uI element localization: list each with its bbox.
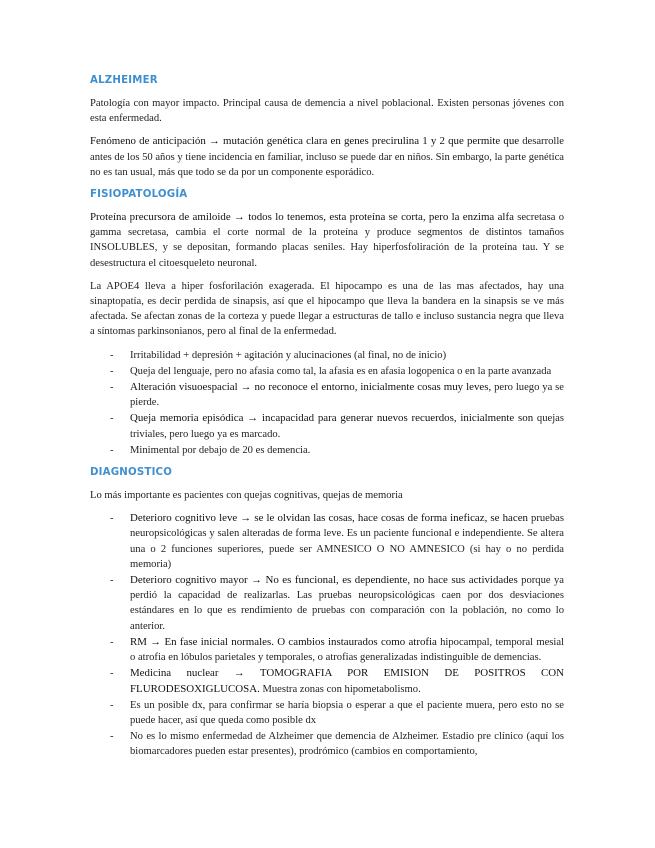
list-item <box>90 443 564 458</box>
list-item <box>90 511 564 572</box>
list-item <box>90 573 564 634</box>
list-item-text: Minimental por debajo de 20 es demencia. <box>130 444 311 456</box>
heading-fisiopatologia: FISIOPATOLOGÍA <box>90 189 188 201</box>
paragraph-text: secretasa o gamma secretasa, cambia el corte normal de la proteína y produce segmentos de distintos tamaños INSOLUBLES, y se depositan, formando placas seniles. Hay hiperfosfoliración de la proteína tau. Y se desestructura el citoesqueleto neuronal. <box>90 212 564 269</box>
list-item-text: Es un posible dx, para confirmar se haría biopsia o esperar a que el paciente muera, pero esto no se puede hacer, así que queda como posible dx <box>130 699 564 726</box>
list-item-lead: Queja memoria episódica → incapacidad para generar nuevos recuerdos, inicialmente son <box>130 412 534 425</box>
paragraph-text: La APOE4 lleva a hiper fosforilación exagerada. El hipocampo es una de las mas afectados, hay una sinaptopatía, es decir perdida de sinapsis, así que el hipocampo que lleva la bandera en la sinapsis se ve más afectada. Se afectan zonas de la corteza y puede llegar a estructuras de tallo e incluso sustancia negra que lleva a síntomas parkinsonianos, pero al final de la enfermedad. <box>90 280 564 338</box>
list-item-text: Muestra zonas con hipometabolismo. <box>259 683 421 695</box>
list-item <box>90 380 564 410</box>
list-item-text: Irritabilidad + depresión + agitación y alucinaciones (al final, no de inicio) <box>130 349 447 361</box>
list-diagnostico <box>90 511 564 759</box>
paragraph-diagnostico-intro <box>90 488 564 503</box>
list-item-text: porque ya perdió la capacidad de realizarlas. Las pruebas neuropsicológicas caen por dos desviaciones estándares en lo que es rendimiento de pruebas con comparación con la población, no como lo anterior. <box>130 575 564 632</box>
list-item-lead: Alteración visuoespacial → no reconoce el entorno, inicialmente cosas muy leves, <box>130 381 492 394</box>
list-item <box>90 698 564 728</box>
list-item <box>90 411 564 441</box>
list-item-lead: Deterioro cognitivo mayor → No es funcional, es dependiente, no hace sus actividades <box>130 574 518 587</box>
paragraph-anticipacion <box>90 134 564 180</box>
list-item <box>90 364 564 379</box>
list-fisiopatologia <box>90 348 564 458</box>
paragraph-alzheimer-intro <box>90 96 564 126</box>
paragraph-lead: Fenómeno de anticipación → mutación genética clara en genes precirulina 1 y 2 que permite que <box>90 135 520 148</box>
heading-alzheimer: ALZHEIMER <box>90 75 158 86</box>
list-item-text: No es lo mismo enfermedad de Alzheimer que demencia de Alzheimer. Estadio pre clínico (aquí los biomarcadores pueden estar presentes), prodrómico (cambios en comportamiento, <box>130 731 564 758</box>
list-item <box>90 348 564 363</box>
paragraph-text: Lo más importante es pacientes con quejas cognitivas, quejas de memoria <box>90 490 403 502</box>
list-item <box>90 635 564 665</box>
list-item-lead: Deterioro cognitivo leve → se le olvidan las cosas, hace cosas de forma ineficaz, se hacen <box>130 512 529 525</box>
paragraph-lead: Proteína precursora de amiloide → todos lo tenemos, esta proteína se corta, pero la enzima alfa <box>90 211 514 224</box>
paragraph-text: desarrolle antes de los 50 años y tiene incidencia en familiar, incluso se puede dar en niños. Sin embargo, la parte genética no es tan usual, más que todo se da por un componente esporádico. <box>90 136 564 178</box>
paragraph-apoe4 <box>90 279 564 340</box>
document-content <box>90 74 564 768</box>
list-item-lead: Medicina nuclear → TOMOGRAFIA POR EMISION DE POSITROS CON FLURODESOXIGLUCOSA. <box>130 667 564 695</box>
list-item-text: Queja del lenguaje, pero no afasia como tal, la afasia es en afasia logopenica o en la parte avanzada <box>130 365 552 377</box>
heading-diagnostico: DIAGNOSTICO <box>90 467 173 479</box>
paragraph-proteina <box>90 210 564 271</box>
list-item-text: pero luego ya se pierde. <box>130 382 564 409</box>
list-item-lead: RM → En fase inicial normales. O cambios instaurados como atrofia <box>130 635 437 648</box>
list-item-text: hipocampal, temporal mesial o atrofia en lóbulos parietales y temporales, o atrofias generalizadas indistinguible de demencias. <box>130 636 564 664</box>
paragraph-text: Patología con mayor impacto. Principal causa de demencia a nivel poblacional. Existen personas jóvenes con esta enfermedad. <box>90 98 564 125</box>
list-item <box>90 729 564 759</box>
list-item <box>90 666 564 696</box>
list-item-text: pruebas neuropsicológicas y salen alteradas de forma leve. Es un paciente funcional e independiente. Se altera una o 2 funciones superiores, puede ser AMNESICO O NO AMNESICO (si hay o no perdida memoria) <box>130 513 564 570</box>
list-item-text: quejas triviales, pero luego ya es marcado. <box>130 413 564 440</box>
